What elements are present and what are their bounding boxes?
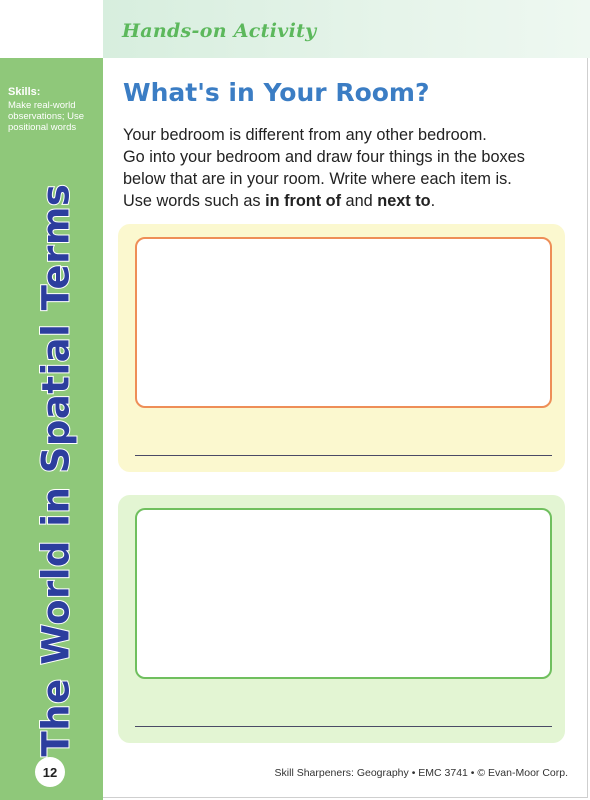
skills-description: Make real-world observations; Use positional words	[8, 100, 85, 133]
activity-panel-1	[118, 224, 565, 472]
activity-label: Hands-on Activity	[122, 20, 317, 42]
instruction-line-4	[123, 190, 573, 212]
sidebar	[0, 0, 103, 800]
instructions	[123, 124, 573, 212]
term-in-front-of: in front of	[265, 192, 342, 210]
instruction-connector: and	[341, 192, 378, 210]
page-number-badge	[35, 757, 65, 787]
drawing-box-1[interactable]	[135, 237, 552, 408]
footer-credit: Skill Sharpeners: Geography • EMC 3741 • © Evan-Moor Corp.	[274, 767, 568, 779]
skills-label: Skills:	[8, 86, 41, 98]
drawing-box-2[interactable]	[135, 508, 552, 679]
header-band	[103, 0, 590, 58]
instruction-line-3: below that are in your room. Write where each item is.	[123, 170, 512, 188]
page-number: 12	[42, 764, 58, 780]
writing-line-2[interactable]	[135, 726, 552, 727]
page-title: What's in Your Room?	[123, 78, 430, 107]
instruction-line-1: Your bedroom is different from any other bedroom.	[123, 126, 487, 144]
instruction-line-4-prefix: Use words such as	[123, 192, 266, 210]
unit-title: The World in Spatial Terms	[34, 183, 78, 757]
instruction-line-2: Go into your bedroom and draw four things in the boxes	[123, 148, 525, 166]
term-next-to: next to	[377, 192, 431, 210]
writing-line-1[interactable]	[135, 455, 552, 456]
activity-panel-2	[118, 495, 565, 743]
instruction-line-4-suffix: .	[430, 192, 436, 210]
